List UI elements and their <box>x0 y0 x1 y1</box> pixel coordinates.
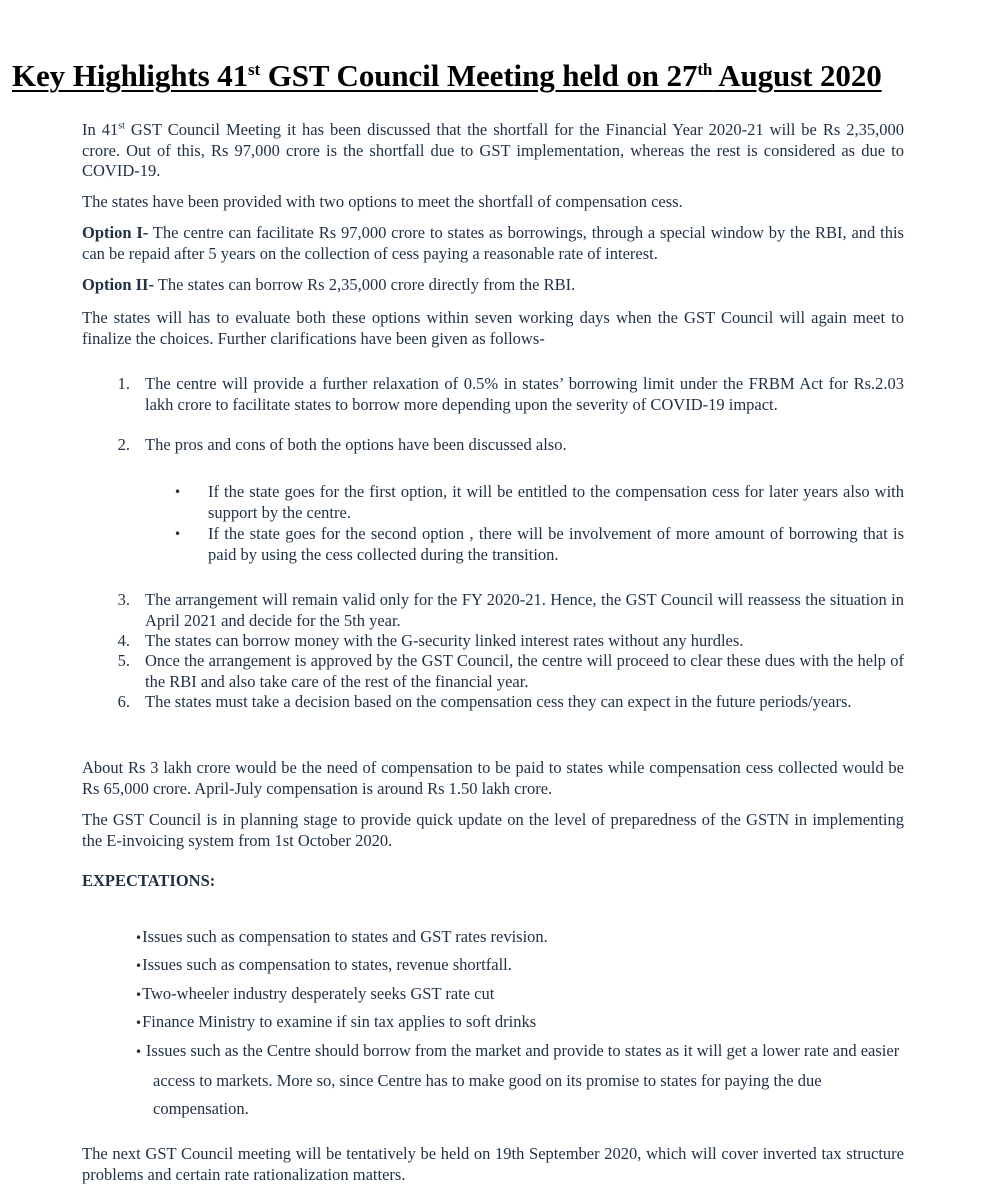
next-meeting-paragraph: The next GST Council meeting will be tentatively be held on 19th September 2020, which will cover inverted tax structure problems and certain rate rationalization matters. <box>82 1144 904 1184</box>
expectations-heading: EXPECTATIONS: <box>82 871 216 890</box>
list-item: •Issues such as compensation to states, revenue shortfall. <box>135 955 512 974</box>
list-item: • Issues such as the Centre should borrow from the market and provide to states as it will get a lower rate and easier access to markets. More so, since Centre has to make good on its promise to states for paying the due compensation. <box>135 1041 900 1118</box>
list-item: •Issues such as compensation to states and GST rates revision. <box>135 927 548 946</box>
einvoice-paragraph: The GST Council is in planning stage to provide quick update on the level of preparedness of the GSTN in implementing the E-invoicing system from 1st October 2020. <box>82 810 904 850</box>
list-number: 5. <box>117 651 130 670</box>
bullet-icon: • <box>135 988 143 1002</box>
list-item: The states can borrow money with the G-security linked interest rates without any hurdles. <box>145 631 744 650</box>
bullet-icon: • <box>174 485 182 499</box>
list-item: If the state goes for the first option, it will be entitled to the compensation cess for later years also with support by the centre. <box>208 482 904 522</box>
bullet-icon: • <box>135 931 143 945</box>
bullet-icon: • <box>135 1045 146 1059</box>
list-number: 6. <box>117 692 130 711</box>
list-number: 2. <box>117 435 130 454</box>
list-number: 4. <box>117 631 130 650</box>
evaluate-paragraph: The states will has to evaluate both these options within seven working days when the GST Council will again meet to finalize the choices. Further clarifications have been given as follows- <box>82 308 904 348</box>
list-item: If the state goes for the second option , there will be involvement of more amount of borrowing that is paid by using the cess collected during the transition. <box>208 524 904 564</box>
intro-paragraph: In 41st GST Council Meeting it has been discussed that the shortfall for the Financial Year 2020-21 will be Rs 2,35,000 crore. Out of this, Rs 97,000 crore is the shortfall due to GST implementation, whereas the rest is considered as due to COVID-19. <box>82 120 904 180</box>
option-1-label: Option I- <box>82 223 149 242</box>
option-2-label: Option II- <box>82 275 154 294</box>
list-number: 3. <box>117 590 130 609</box>
option-1-paragraph: Option I- The centre can facilitate Rs 97,000 crore to states as borrowings, through a special window by the RBI, and this can be repaid after 5 years on the collection of cess paying a reasonable rate of interest. <box>82 223 904 263</box>
list-number: 1. <box>117 374 130 393</box>
bullet-icon: • <box>135 959 143 973</box>
list-item: Once the arrangement is approved by the GST Council, the centre will proceed to clear these dues with the help of the RBI and also take care of the rest of the financial year. <box>145 651 904 691</box>
bullet-icon: • <box>135 1016 143 1030</box>
list-item: •Finance Ministry to examine if sin tax applies to soft drinks <box>135 1012 537 1031</box>
compensation-paragraph: About Rs 3 lakh crore would be the need of compensation to be paid to states while compensation cess collected would be Rs 65,000 crore. April-July compensation is around Rs 1.50 lakh crore. <box>82 758 904 798</box>
page-title: Key Highlights 41st GST Council Meeting held on 27th August 2020 <box>12 58 882 93</box>
option-2-paragraph: Option II- The states can borrow Rs 2,35,000 crore directly from the RBI. <box>82 275 576 294</box>
list-item: The pros and cons of both the options have been discussed also. <box>145 435 567 454</box>
list-item: The arrangement will remain valid only for the FY 2020-21. Hence, the GST Council will reassess the situation in April 2021 and decide for the 5th year. <box>145 590 904 630</box>
list-item: The centre will provide a further relaxation of 0.5% in states’ borrowing limit under the FRBM Act for Rs.2.03 lakh crore to facilitate states to borrow more depending upon the severity of COVID-19 impact. <box>145 374 904 414</box>
bullet-icon: • <box>174 527 182 541</box>
options-intro-paragraph: The states have been provided with two options to meet the shortfall of compensation cess. <box>82 192 683 211</box>
list-item: The states must take a decision based on the compensation cess they can expect in the future periods/years. <box>145 692 852 711</box>
list-item: •Two-wheeler industry desperately seeks GST rate cut <box>135 984 495 1003</box>
